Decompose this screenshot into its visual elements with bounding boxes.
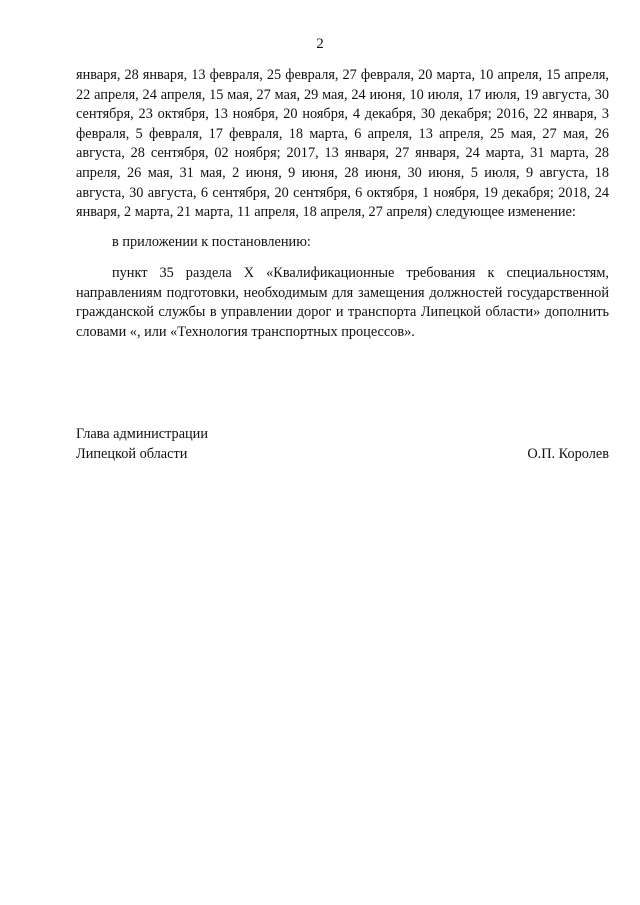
signatory-position-line1: Глава администрации xyxy=(76,426,208,442)
signatory-position-line2: Липецкой области xyxy=(76,445,188,462)
signature-block xyxy=(76,425,609,464)
paragraph-amendment: пункт 35 раздела X «Квалификационные требования к специальностям, направлениям подготовки, необходимым для замещения должностей государственной гражданской службы в управлении дорог и транспорта Липецкой области» дополнить словами «, или «Технология транспортных процессов». xyxy=(76,265,609,340)
paragraph-dates-list: января, 28 января, 13 февраля, 25 февраля, 27 февраля, 20 марта, 10 апреля, 15 апреля, 22 апреля, 24 апреля, 15 мая, 27 мая, 29 мая, 24 июня, 10 июля, 17 июля, 19 августа, 30 сентября, 23 октября, 13 ноября, 20 ноября, 4 декабря, 30 декабря; 2016, 22 января, 3 февраля, 5 февраля, 17 февраля, 18 марта, 6 апреля, 13 апреля, 25 мая, 27 мая, 26 августа, 28 сентября, 02 ноября; 2017, 13 января, 27 января, 24 марта, 31 марта, 28 апреля, 26 мая, 31 мая, 2 июня, 9 июня, 28 июня, 30 июня, 5 июля, 9 августа, 18 августа, 30 августа, 6 сентября, 20 сентября, 6 октября, 1 ноября, 19 декабря; 2018, 24 января, 2 марта, 21 марта, 11 апреля, 18 апреля, 27 апреля) следующее изменение: xyxy=(76,67,609,221)
page-number: 2 xyxy=(316,36,324,52)
paragraph-appendix-intro: в приложении к постановлению: xyxy=(112,234,311,250)
signature-row xyxy=(76,445,609,465)
signatory-name: О.П. Королев xyxy=(527,445,609,462)
